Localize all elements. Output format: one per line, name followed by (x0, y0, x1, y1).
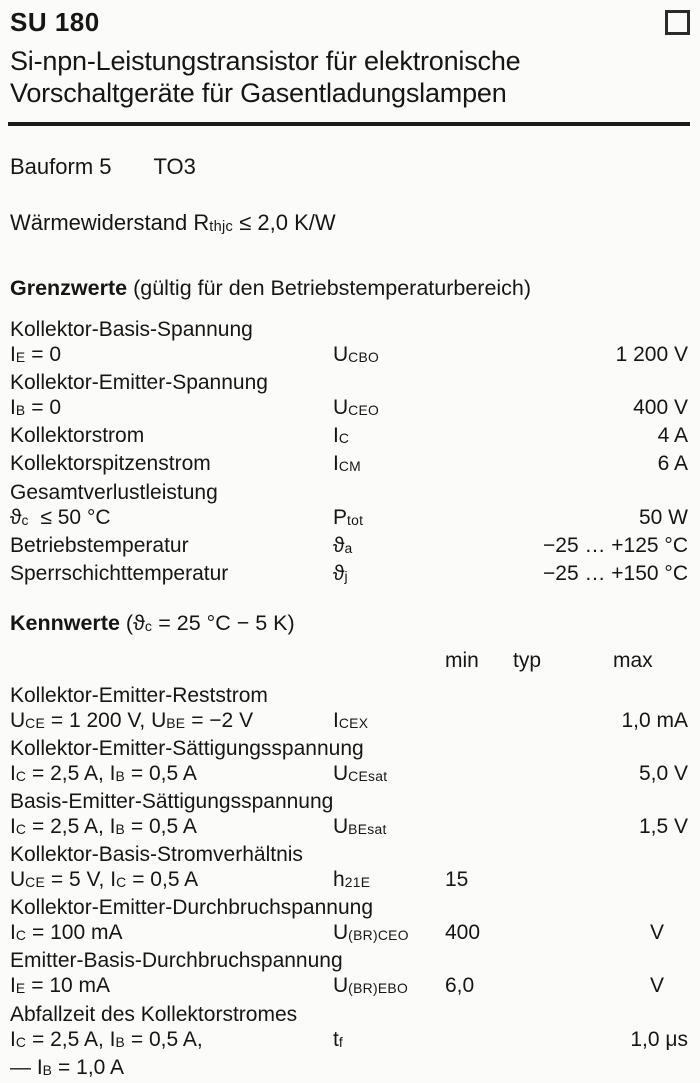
spec-value-row (10, 1027, 688, 1055)
header (10, 8, 688, 126)
row-condition: IC = 2,5 A, IB = 0,5 A (10, 762, 197, 786)
description-line-2: Vorschaltgeräte für Gasentladungslampen (10, 78, 507, 108)
description-line-1: Si-npn-Leistungstransistor für elektronische (10, 46, 521, 76)
device-description (10, 45, 688, 109)
row-condition: IE = 10 mA (10, 974, 111, 998)
row-min (445, 708, 513, 736)
row-condition: Betriebstemperatur (10, 533, 189, 557)
kennwerte-heading-label: Kennwerte (10, 610, 120, 635)
grenzwerte-table (10, 317, 688, 589)
spec-label-row: Basis-Emitter-Sättigungsspannung (10, 790, 334, 814)
row-condition: IB = 0 (10, 396, 62, 420)
spec-value-row (10, 920, 688, 948)
grenzwerte-heading-label: Grenzwerte (10, 276, 128, 301)
spec-value-row (10, 761, 688, 789)
row-symbol: U(BR)CEO (333, 921, 409, 945)
row-min: 6,0 (445, 974, 475, 998)
row-value: 6 A (657, 452, 688, 476)
spec-value-row (10, 342, 688, 370)
row-symbol: UBEsat (333, 815, 387, 839)
column-header-min: min (445, 648, 479, 672)
package-info (10, 154, 688, 179)
row-symbol: UCEsat (333, 762, 388, 786)
row-symbol: IC (333, 424, 350, 448)
checkbox-square-icon (665, 10, 690, 35)
spec-label-row: Kollektor-Emitter-Reststrom (10, 683, 268, 707)
grenzwerte-heading-note: (gültig für den Betriebstemperaturbereich) (133, 276, 532, 301)
spec-value-row (10, 423, 688, 451)
spec-value-row (10, 973, 688, 1001)
row-typ (513, 814, 613, 842)
row-condition: IC = 2,5 A, IB = 0,5 A, (10, 1027, 203, 1051)
row-value: 400 V (633, 396, 688, 420)
row-min: 400 (445, 921, 481, 945)
row-typ (513, 867, 613, 895)
spec-value-row (10, 814, 688, 842)
spec-value-row (10, 533, 688, 561)
row-symbol: ϑj (333, 561, 348, 585)
bauform-label: Bauform 5 (10, 154, 112, 179)
row-typ (513, 761, 613, 789)
spec-label-row: Kollektor-Basis-Spannung (10, 318, 253, 342)
spec-value-row (10, 708, 688, 736)
row-max: 1,0 mA (621, 708, 688, 732)
row-symbol: ICM (333, 452, 361, 476)
row-condition: Kollektorstrom (10, 424, 145, 448)
row-symbol: tf (333, 1027, 343, 1051)
row-condition: Sperrschichttemperatur (10, 561, 229, 585)
spec-value-row (10, 451, 688, 479)
spec-label-row: Kollektor-Basis-Stromverhältnis (10, 843, 303, 867)
row-min (445, 761, 513, 789)
row-condition: Kollektorspitzenstrom (10, 452, 211, 476)
kennwerte-column-headers (10, 648, 688, 673)
package-type: TO3 (153, 154, 196, 179)
row-max: 1,5 V (638, 815, 688, 839)
row-symbol: Ptot (333, 505, 364, 529)
column-header-typ: typ (513, 648, 542, 672)
row-value: 4 A (657, 424, 688, 448)
spec-label-row: — IB = 1,0 A (10, 1055, 125, 1079)
spec-label-row: Kollektor-Emitter-Durchbruchspannung (10, 896, 373, 920)
row-typ (513, 920, 613, 948)
spec-label-row: Kollektor-Emitter-Sättigungsspannung (10, 737, 364, 761)
row-max: V (649, 974, 664, 998)
row-max (613, 867, 688, 895)
row-condition: IE = 0 (10, 343, 62, 367)
row-min: 15 (445, 868, 469, 892)
row-condition: IC = 100 mA (10, 921, 123, 945)
part-number: SU 180 (10, 7, 100, 37)
row-condition: ϑc ≤ 50 °C (10, 505, 111, 529)
row-typ (513, 973, 613, 1001)
row-symbol: ϑa (333, 533, 353, 557)
row-symbol: h21E (333, 868, 371, 892)
header-divider (8, 122, 690, 126)
kennwerte-heading-note: (ϑc = 25 °C − 5 K) (125, 610, 295, 635)
row-value: 50 W (638, 505, 688, 529)
row-value: −25 … +125 °C (543, 533, 688, 557)
spec-label-row: Emitter-Basis-Durchbruchspannung (10, 949, 343, 973)
row-symbol: UCBO (333, 343, 380, 367)
row-condition: UCE = 5 V, IC = 0,5 A (10, 868, 199, 892)
row-min (445, 1027, 513, 1055)
column-header-max: max (613, 648, 653, 672)
row-value: 1 200 V (615, 343, 688, 367)
kennwerte-table (10, 683, 688, 1083)
row-condition: UCE = 1 200 V, UBE = −2 V (10, 708, 254, 732)
grenzwerte-heading (10, 276, 688, 301)
row-min (445, 814, 513, 842)
spec-label-row: Kollektor-Emitter-Spannung (10, 371, 268, 395)
kennwerte-heading (10, 611, 688, 640)
spec-value-row (10, 505, 688, 533)
spec-value-row (10, 561, 688, 589)
row-symbol: ICEX (333, 708, 369, 732)
row-condition: IC = 2,5 A, IB = 0,5 A (10, 815, 197, 839)
spec-value-row (10, 395, 688, 423)
thermal-resistance-line: Wärmewiderstand Rthjc ≤ 2,0 K/W (10, 210, 336, 236)
row-symbol: UCEO (333, 396, 380, 420)
row-value: −25 … +150 °C (543, 561, 688, 585)
row-max: 1,0 μs (630, 1027, 688, 1051)
spec-label-row: Gesamtverlustleistung (10, 480, 218, 504)
row-typ (513, 1027, 613, 1055)
row-symbol: U(BR)EBO (333, 974, 409, 998)
row-max: 5,0 V (638, 762, 688, 786)
spec-label-row: Abfallzeit des Kollektorstromes (10, 1002, 298, 1026)
spec-value-row (10, 867, 688, 895)
row-typ (513, 708, 613, 736)
row-max: V (649, 921, 664, 945)
